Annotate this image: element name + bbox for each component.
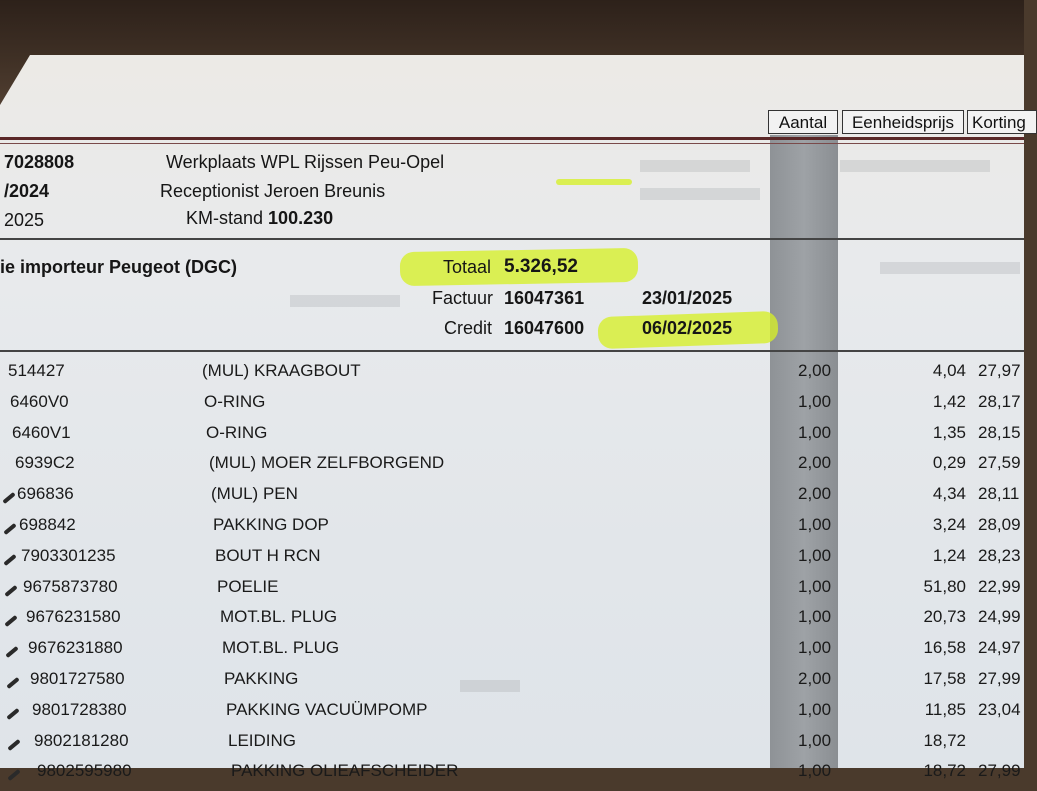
werkplaats: Werkplaats WPL Rijssen Peu-Opel [166,152,445,172]
credit-number: 16047600 [504,318,585,338]
item-eenheidsprijs: 11,85 [924,699,966,719]
item-code: 6460V0 [10,391,69,411]
item-eenheidsprijs: 1,42 [932,391,966,411]
table-row [0,638,1024,668]
item-aantal: 1,00 [798,391,832,411]
item-eenheidsprijs: 18,72 [923,730,966,750]
item-aantal: 1,00 [798,545,832,565]
table-row [0,546,1024,576]
highlight-stroke [556,179,632,185]
item-korting: 27,99 [978,669,1021,688]
item-eenheidsprijs: 18,72 [923,761,966,781]
item-aantal: 1,00 [798,422,832,442]
item-eenheidsprijs: 20,73 [923,607,966,627]
item-eenheidsprijs: 0,29 [932,453,966,473]
table-row [0,392,1024,422]
pen-mark-icon [7,739,20,751]
item-description: MOT.BL. PLUG [222,638,340,658]
summary-rule [0,350,1024,352]
km-stand [186,208,333,229]
ghost-text [640,160,750,172]
info-rule [0,238,1024,240]
item-korting: 24,97 [978,638,1021,658]
km-value: 100.230 [268,208,334,228]
item-korting: 28,17 [978,391,1021,411]
item-aantal: 2,00 [798,669,832,688]
item-korting: 27,97 [978,361,1021,380]
table-row [0,577,1024,607]
pen-mark-icon [4,615,17,627]
item-eenheidsprijs: 4,34 [932,484,966,504]
item-code: 9676231880 [28,638,123,658]
item-korting: 28,15 [978,422,1021,442]
item-description: MOT.BL. PLUG [220,607,338,627]
item-aantal: 2,00 [798,484,832,504]
item-aantal: 2,00 [798,453,832,473]
item-korting: 27,99 [978,761,1021,781]
pen-mark-icon [6,677,19,689]
item-aantal: 1,00 [798,638,832,658]
item-korting: 28,11 [978,484,1020,504]
factuur-number: 16047361 [504,288,585,308]
pen-mark-icon [3,554,16,566]
item-aantal: 1,00 [798,730,832,750]
item-description: BOUT H RCN [215,545,321,565]
header-rule [0,137,1024,140]
table-row [0,423,1024,453]
item-code: 7903301235 [21,545,116,565]
pen-mark-icon [3,523,16,535]
item-aantal: 1,00 [798,699,832,719]
pen-mark-icon [6,708,19,720]
item-korting: 23,04 [978,699,1021,719]
item-eenheidsprijs: 51,80 [923,576,966,596]
item-aantal: 2,00 [798,361,832,380]
totaal-value: 5.326,52 [504,256,578,277]
table-row [0,669,1024,699]
item-code: 6939C2 [15,453,75,473]
item-description: (MUL) PEN [211,484,298,504]
document-year-fragment: 2025 [4,210,45,230]
pen-mark-icon [7,769,20,781]
item-code: 9802595980 [37,761,132,781]
ghost-text [880,262,1020,274]
item-eenheidsprijs: 17,58 [923,669,966,688]
table-row [0,731,1024,761]
header-rule-thin [0,143,1024,144]
credit-label: Credit [444,318,493,338]
item-eenheidsprijs: 16,58 [923,638,966,658]
item-description: PAKKING OLIEAFSCHEIDER [231,761,459,781]
item-description: O-RING [204,391,266,411]
item-code: 9675873780 [23,576,118,596]
receptionist: Receptionist Jeroen Breunis [160,181,386,201]
item-aantal: 1,00 [798,515,832,534]
ghost-text [840,160,990,172]
item-eenheidsprijs: 3,24 [932,515,966,534]
item-description: O-RING [206,422,268,442]
item-eenheidsprijs: 1,35 [932,422,966,442]
header-aantal: Aantal [768,110,838,134]
item-code: 696836 [17,484,74,504]
item-code: 514427 [8,361,65,380]
item-code: 9802181280 [34,730,129,750]
item-aantal: 1,00 [798,761,832,781]
item-korting: 28,09 [978,515,1021,534]
totaal-label: Totaal [443,257,492,277]
item-code: 9801728380 [32,699,127,719]
document-number: 7028808 [4,152,75,172]
item-eenheidsprijs: 1,24 [932,545,966,565]
km-label: KM-stand [186,208,264,228]
item-description: PAKKING DOP [213,515,329,534]
factuur-date: 23/01/2025 [642,288,733,308]
table-row [0,515,1024,545]
item-code: 9801727580 [30,669,125,688]
item-korting: 22,99 [978,576,1021,596]
item-description: PAKKING [224,669,299,688]
item-aantal: 1,00 [798,576,832,596]
header-eenheidsprijs: Eenheidsprijs [842,110,964,134]
pen-mark-icon [4,585,17,597]
importeur: ie importeur Peugeot (DGC) [0,257,238,277]
item-description: PAKKING VACUÜMPOMP [226,699,428,719]
item-code: 9676231580 [26,607,121,627]
credit-date: 06/02/2025 [642,318,733,338]
table-row [0,700,1024,730]
factuur-label: Factuur [432,288,494,308]
ghost-text [640,188,760,200]
item-description: LEIDING [228,730,297,750]
table-row [0,761,1024,791]
item-eenheidsprijs: 4,04 [932,361,966,380]
item-code: 6460V1 [12,422,71,442]
pen-mark-icon [5,646,18,658]
table-row [0,361,1024,391]
ghost-text [290,295,400,307]
table-row [0,453,1024,483]
item-korting: 27,59 [978,453,1021,473]
item-description: POELIE [217,576,279,596]
item-description: (MUL) KRAAGBOUT [202,361,361,380]
document-date-fragment: /2024 [4,181,50,201]
item-description: (MUL) MOER ZELFBORGEND [209,453,445,473]
item-korting: 28,23 [978,545,1021,565]
table-row [0,607,1024,637]
item-code: 698842 [19,515,76,534]
item-aantal: 1,00 [798,607,832,627]
table-row [0,484,1024,514]
pen-mark-icon [2,492,15,504]
item-korting: 24,99 [978,607,1021,627]
header-korting: Korting [967,110,1037,134]
